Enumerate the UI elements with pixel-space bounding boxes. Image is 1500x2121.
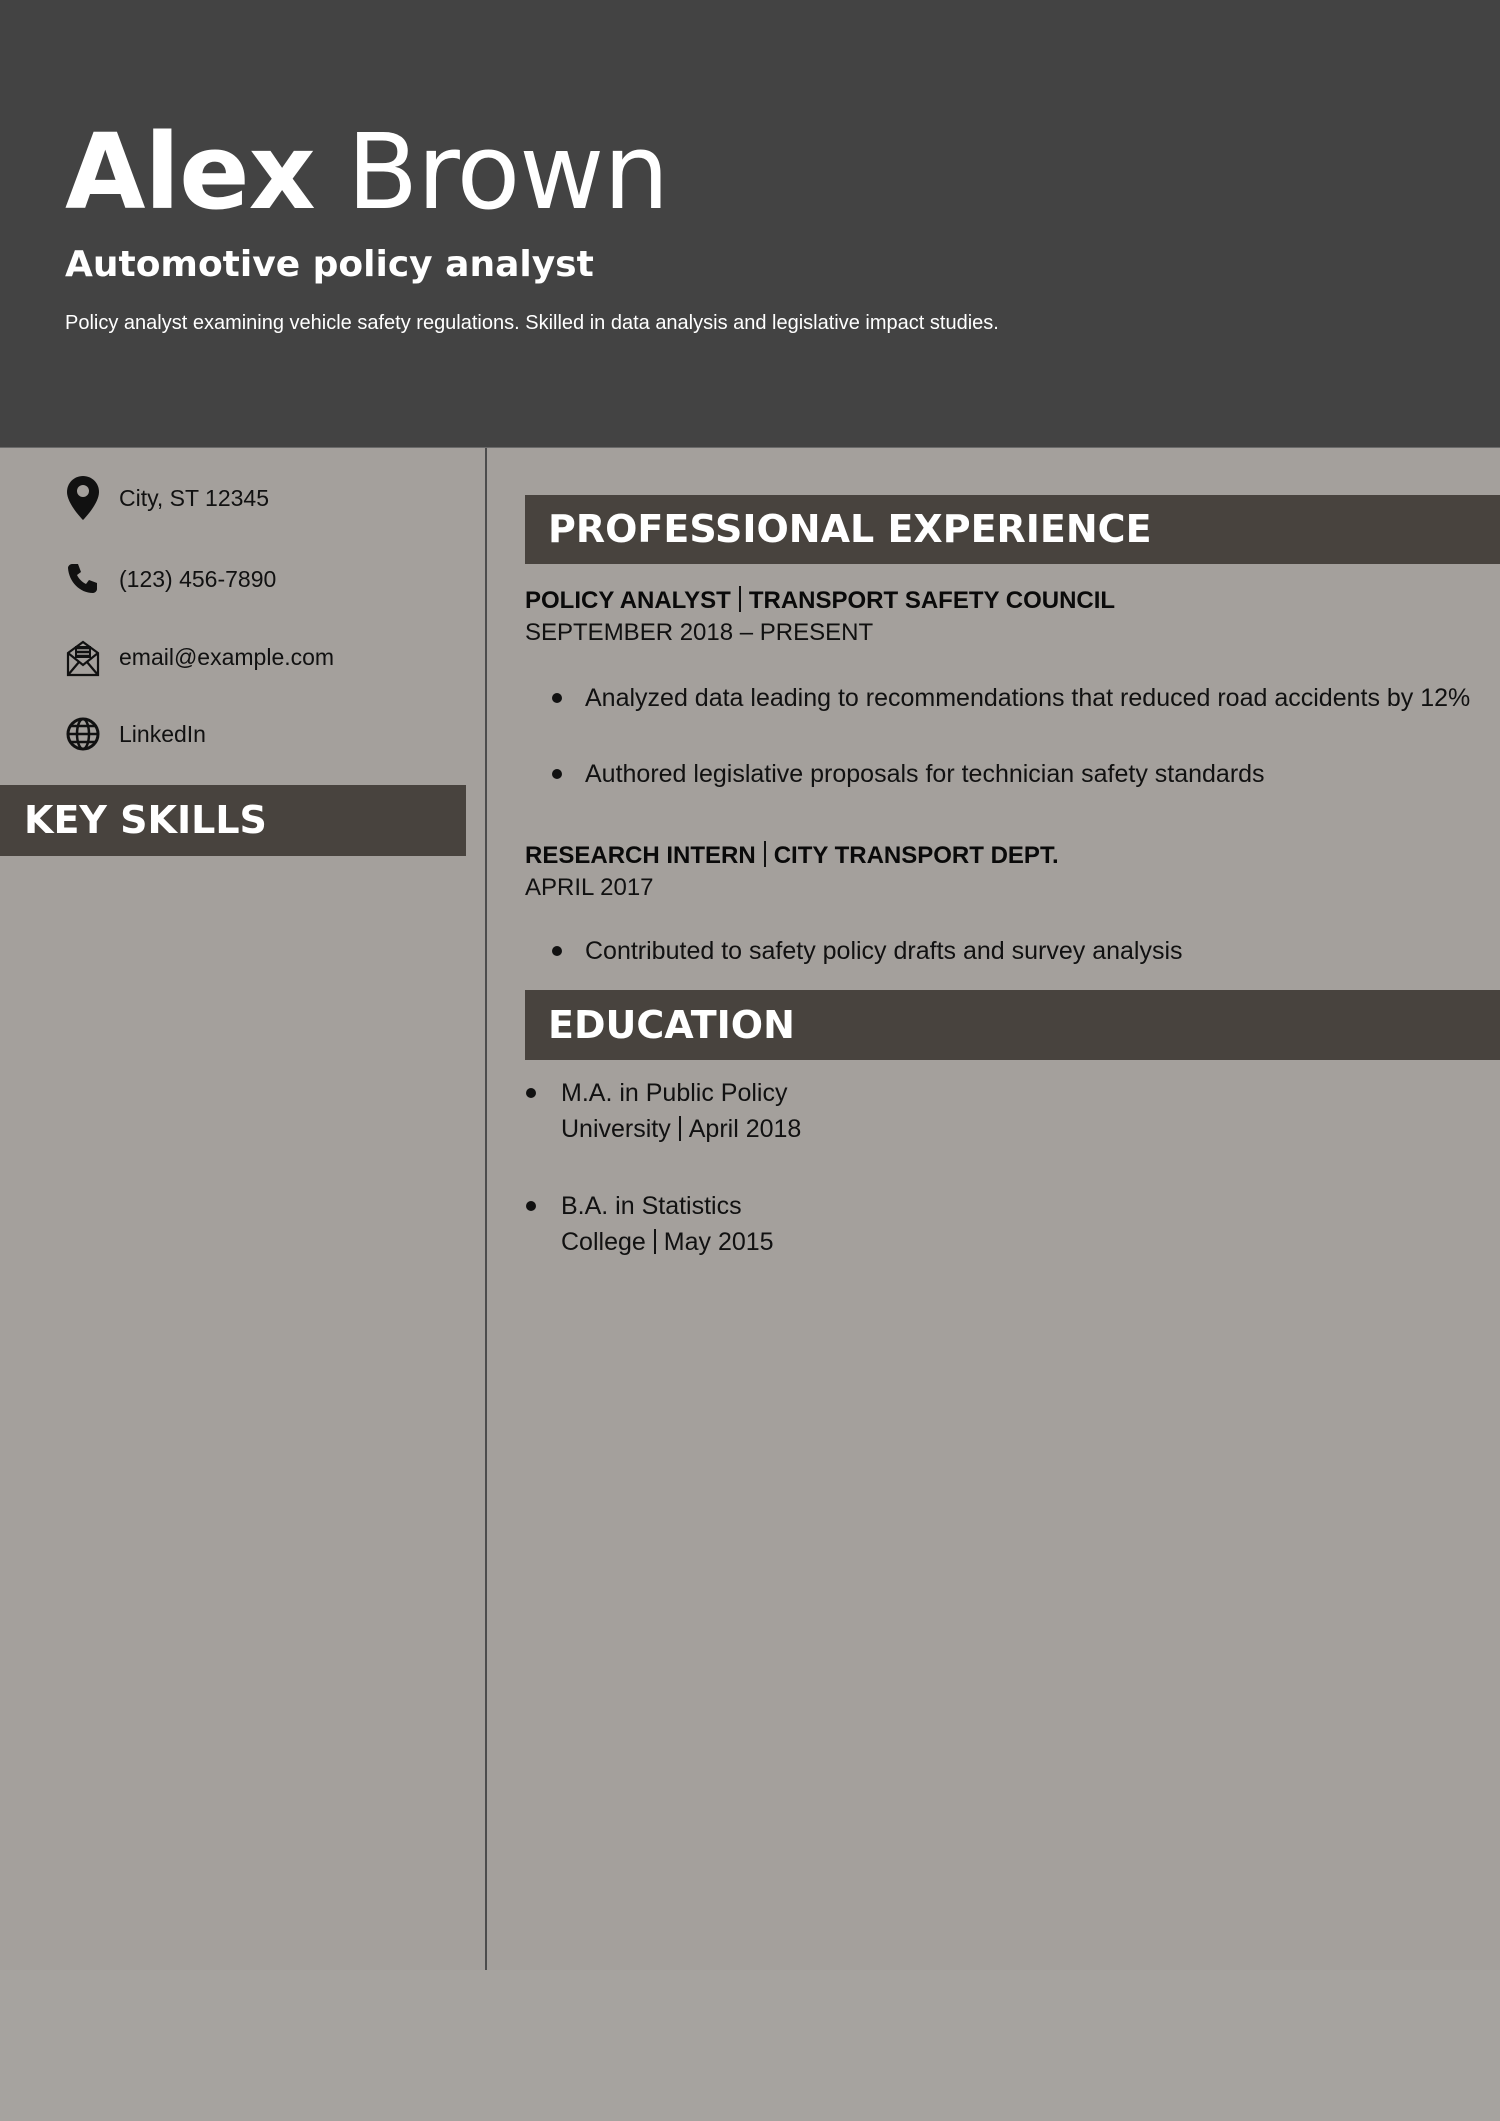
job-dates-1: SEPTEMBER 2018 – PRESENT [525,619,874,646]
job-org: CITY TRANSPORT DEPT. [773,842,1059,869]
job-role: RESEARCH INTERN [525,842,756,869]
globe-icon [65,711,101,757]
experience-heading: PROFESSIONAL EXPERIENCE [548,507,1152,551]
bullet-text: Authored legislative proposals for technician safety standards [585,760,1265,788]
bullet-icon [552,769,562,779]
contact-email [65,634,334,680]
linkedin-link[interactable]: LinkedIn [119,720,206,747]
list-item [561,1075,801,1147]
bullet-icon [526,1088,536,1098]
degree: B.A. in Statistics [561,1192,742,1220]
edu-date: April 2018 [688,1115,802,1143]
separator [739,586,741,612]
separator [679,1116,681,1141]
edu-date: May 2015 [663,1228,774,1256]
bullet-text: Contributed to safety policy drafts and survey analysis [585,937,1183,965]
candidate-name [65,112,668,232]
bottom-band [0,1970,1500,2121]
education-heading: EDUCATION [548,1003,795,1047]
degree: M.A. in Public Policy [561,1079,788,1107]
school-line [561,1111,801,1147]
map-pin-icon [65,475,101,521]
phone-icon [65,556,101,602]
job-title: Automotive policy analyst [65,244,594,285]
header-divider [0,447,1500,448]
separator [654,1229,656,1254]
contact-linkedin [65,711,206,757]
summary: Policy analyst examining vehicle safety regulations. Skilled in data analysis and legislative impact studies. [65,312,999,334]
school: University [561,1115,671,1143]
list-item [561,1188,774,1260]
bullet-icon [526,1201,536,1211]
email-text[interactable]: email@example.com [119,643,335,670]
phone-text[interactable]: (123) 456-7890 [119,565,277,592]
job-dates-2: APRIL 2017 [525,874,654,901]
school: College [561,1228,646,1256]
bullet-icon [552,946,562,956]
school-line [561,1224,774,1260]
list-item [585,683,1475,714]
job-title-1 [525,586,1115,615]
contact-location [65,475,269,521]
contact-phone [65,556,276,602]
location-text: City, ST 12345 [119,484,270,511]
job-org: TRANSPORT SAFETY COUNCIL [748,587,1116,614]
bullet-icon [552,693,562,703]
first-name: Alex [65,111,315,233]
list-item [585,936,1475,967]
key-skills-heading: KEY SKILLS [24,798,267,842]
envelope-icon [65,634,101,680]
list-item [585,759,1475,790]
bullet-text: Analyzed data leading to recommendations that reduced road accidents by 12% [585,684,1471,712]
separator [764,841,766,867]
job-title-2 [525,841,1059,870]
last-name: Brown [346,111,669,233]
job-role: POLICY ANALYST [525,587,731,614]
column-divider [485,448,487,2121]
